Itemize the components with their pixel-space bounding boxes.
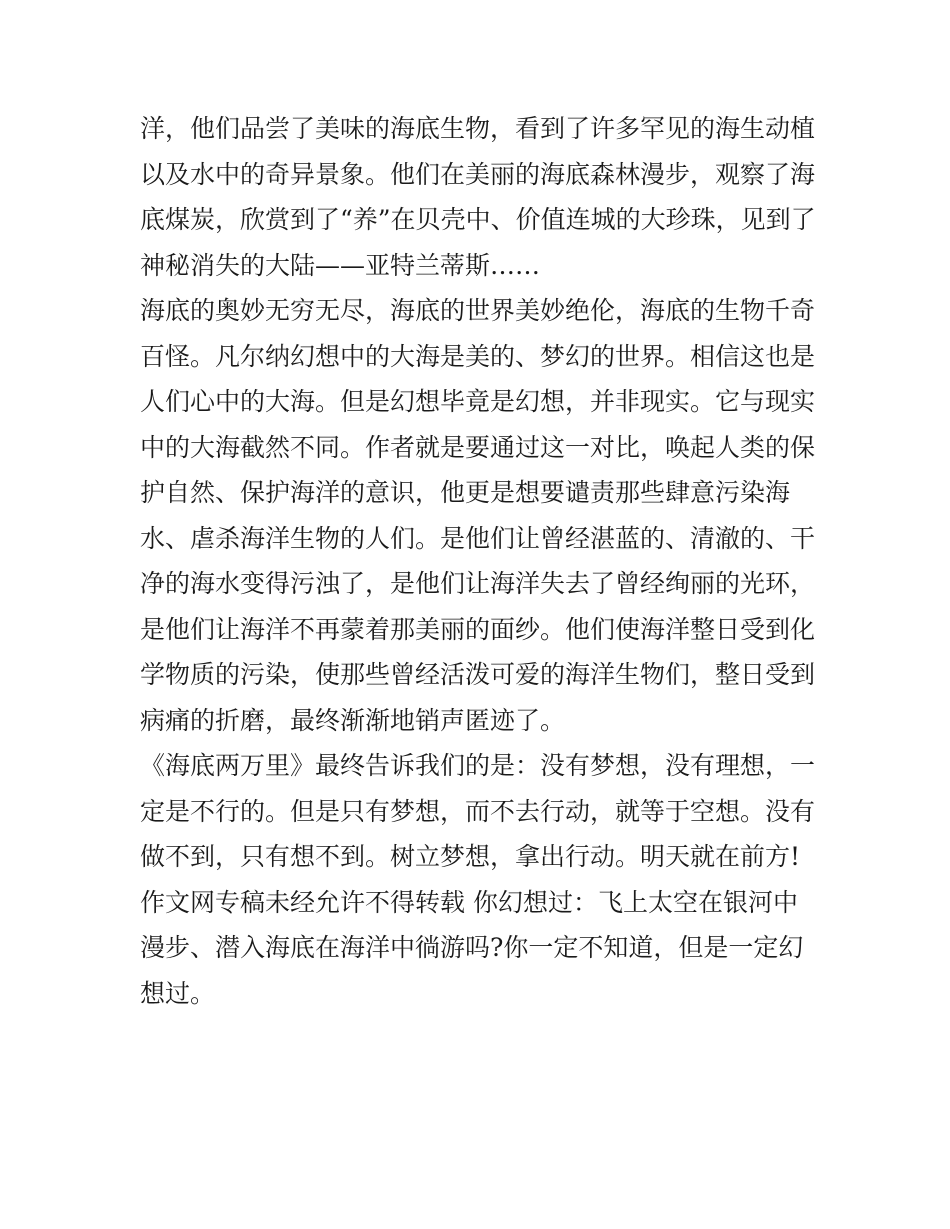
text-line: 洋，他们品尝了美味的海底生物，看到了许多罕见的海生动植 [140, 114, 816, 143]
text-line: 中的大海截然不同。作者就是要通过这一对比，唤起人类的保 [140, 432, 816, 462]
text-line: 人们心中的大海。但是幻想毕竟是幻想，并非现实。它与现实 [140, 387, 816, 416]
body-text [140, 106, 830, 1016]
text-line: 想过。 [140, 978, 216, 1008]
text-line: 做不到，只有想不到。树立梦想，拿出行动。明天就在前方! [140, 842, 801, 871]
text-line: 海底的奥妙无穷无尽，海底的世界美妙绝伦，海底的生物千奇 [140, 296, 816, 325]
text-line: 学物质的污染，使那些曾经活泼可爱的海洋生物们，整日受到 [140, 660, 816, 689]
text-line: 底煤炭，欣赏到了“养”在贝壳中、价值连城的大珍珠，见到了 [140, 205, 816, 234]
text-line: 以及水中的奇异景象。他们在美丽的海底森林漫步，观察了海 [140, 159, 816, 189]
text-line: 神秘消失的大陆——亚特兰蒂斯…… [140, 250, 541, 280]
text-line: 净的海水变得污浊了，是他们让海洋失去了曾经绚丽的光环， [140, 569, 816, 598]
text-line: 水、虐杀海洋生物的人们。是他们让曾经湛蓝的、清澈的、干 [140, 523, 816, 553]
text-line: 百怪。凡尔纳幻想中的大海是美的、梦幻的世界。相信这也是 [140, 341, 816, 371]
text-line: 作文网专稿未经允许不得转载 你幻想过：飞上太空在银河中 [140, 887, 798, 917]
text-line: 病痛的折磨，最终渐渐地销声匿迹了。 [140, 705, 566, 735]
text-line: 定是不行的。但是只有梦想，而不去行动，就等于空想。没有 [140, 796, 816, 826]
text-line: 《海底两万里》最终告诉我们的是：没有梦想，没有理想，一 [140, 751, 816, 780]
text-line: 护自然、保护海洋的意识，他更是想要谴责那些肆意污染海 [140, 478, 791, 507]
text-line: 漫步、潜入海底在海洋中徜游吗?你一定不知道，但是一定幻 [140, 933, 804, 962]
text-line: 是他们让海洋不再蒙着那美丽的面纱。他们使海洋整日受到化 [140, 614, 816, 644]
